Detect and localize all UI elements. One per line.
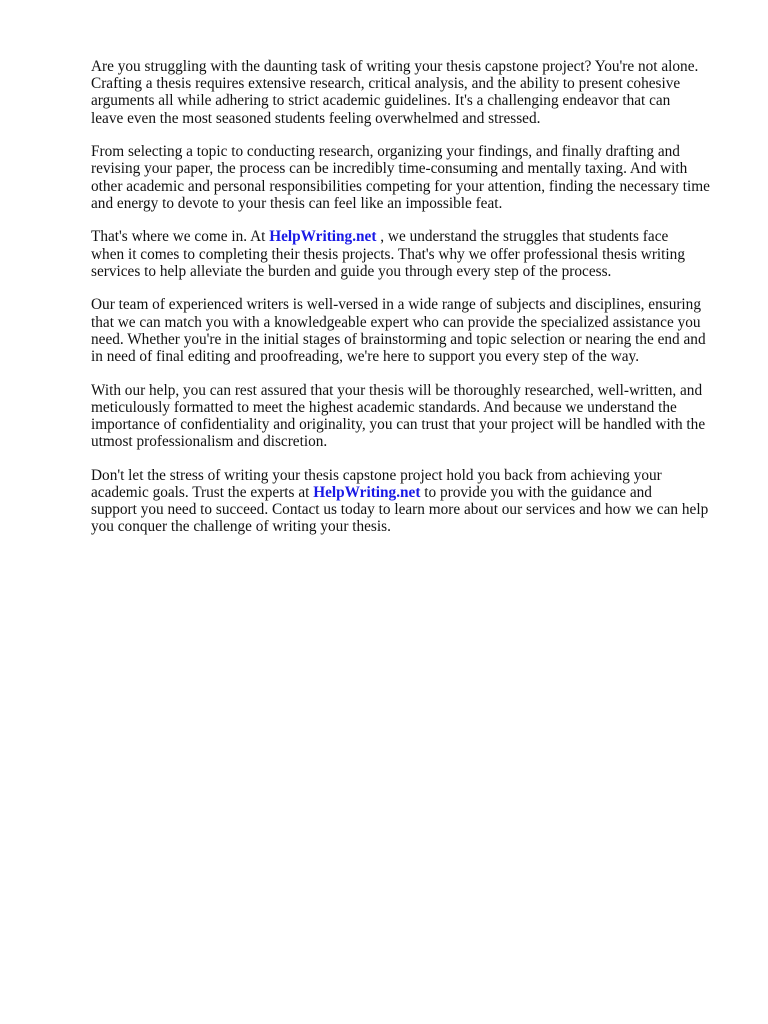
helpwriting-link[interactable]: HelpWriting.net	[269, 228, 377, 246]
helpwriting-link[interactable]: HelpWriting.net	[313, 484, 421, 502]
paragraph-text-before-link: That's where we come in. At	[91, 228, 270, 246]
document-body	[91, 58, 731, 552]
paragraph-team: Our team of experienced writers is well-versed in a wide range of subjects and disciplines, ensuring that we can match you with a knowledgeable expert who can provide the specialized assistance you need. Whether you're in the initial stages of brainstorming and topic selection or nearing the end and in need of final editing and proofreading, we're here to support you every step of the way.	[91, 296, 706, 366]
paragraph-text-after-link: to provide you with the guidance and support you need to succeed. Contact us today to learn more about our services and how we can help you conquer the challenge of writing your thesis.	[91, 484, 709, 536]
paragraph-text-before-link: Don't let the stress of writing your thesis capstone project hold you back from achieving your academic goals. Trust the experts at	[91, 466, 662, 502]
paragraph-process: From selecting a topic to conducting research, organizing your findings, and finally drafting and revising your paper, the process can be incredibly time-consuming and mentally taxing. And with other academic and personal responsibilities competing for your attention, finding the necessary time and energy to devote to your thesis can feel like an impossible feat.	[91, 143, 710, 212]
paragraph-intro: Are you struggling with the daunting task of writing your thesis capstone project? You're not alone. Crafting a thesis requires extensive research, critical analysis, and the ability to present cohesive arguments all while adhering to strict academic guidelines. It's a challenging endeavor that can leave even the most seasoned students feeling overwhelmed and stressed.	[91, 58, 699, 127]
paragraph-call-to-action	[91, 467, 731, 536]
paragraph-text-after-link: , we understand the struggles that students face when it comes to completing their thesis projects. That's why we offer professional thesis writing services to help alleviate the burden and guide you through every step of the process.	[91, 228, 685, 280]
paragraph-where-we-come-in	[91, 228, 731, 280]
paragraph-quality: With our help, you can rest assured that your thesis will be thoroughly researched, well-written, and meticulously formatted to meet the highest academic standards. And because we understand the importance of confidentiality and originality, you can trust that your project will be handled with the utmost professionalism and discretion.	[91, 381, 706, 451]
